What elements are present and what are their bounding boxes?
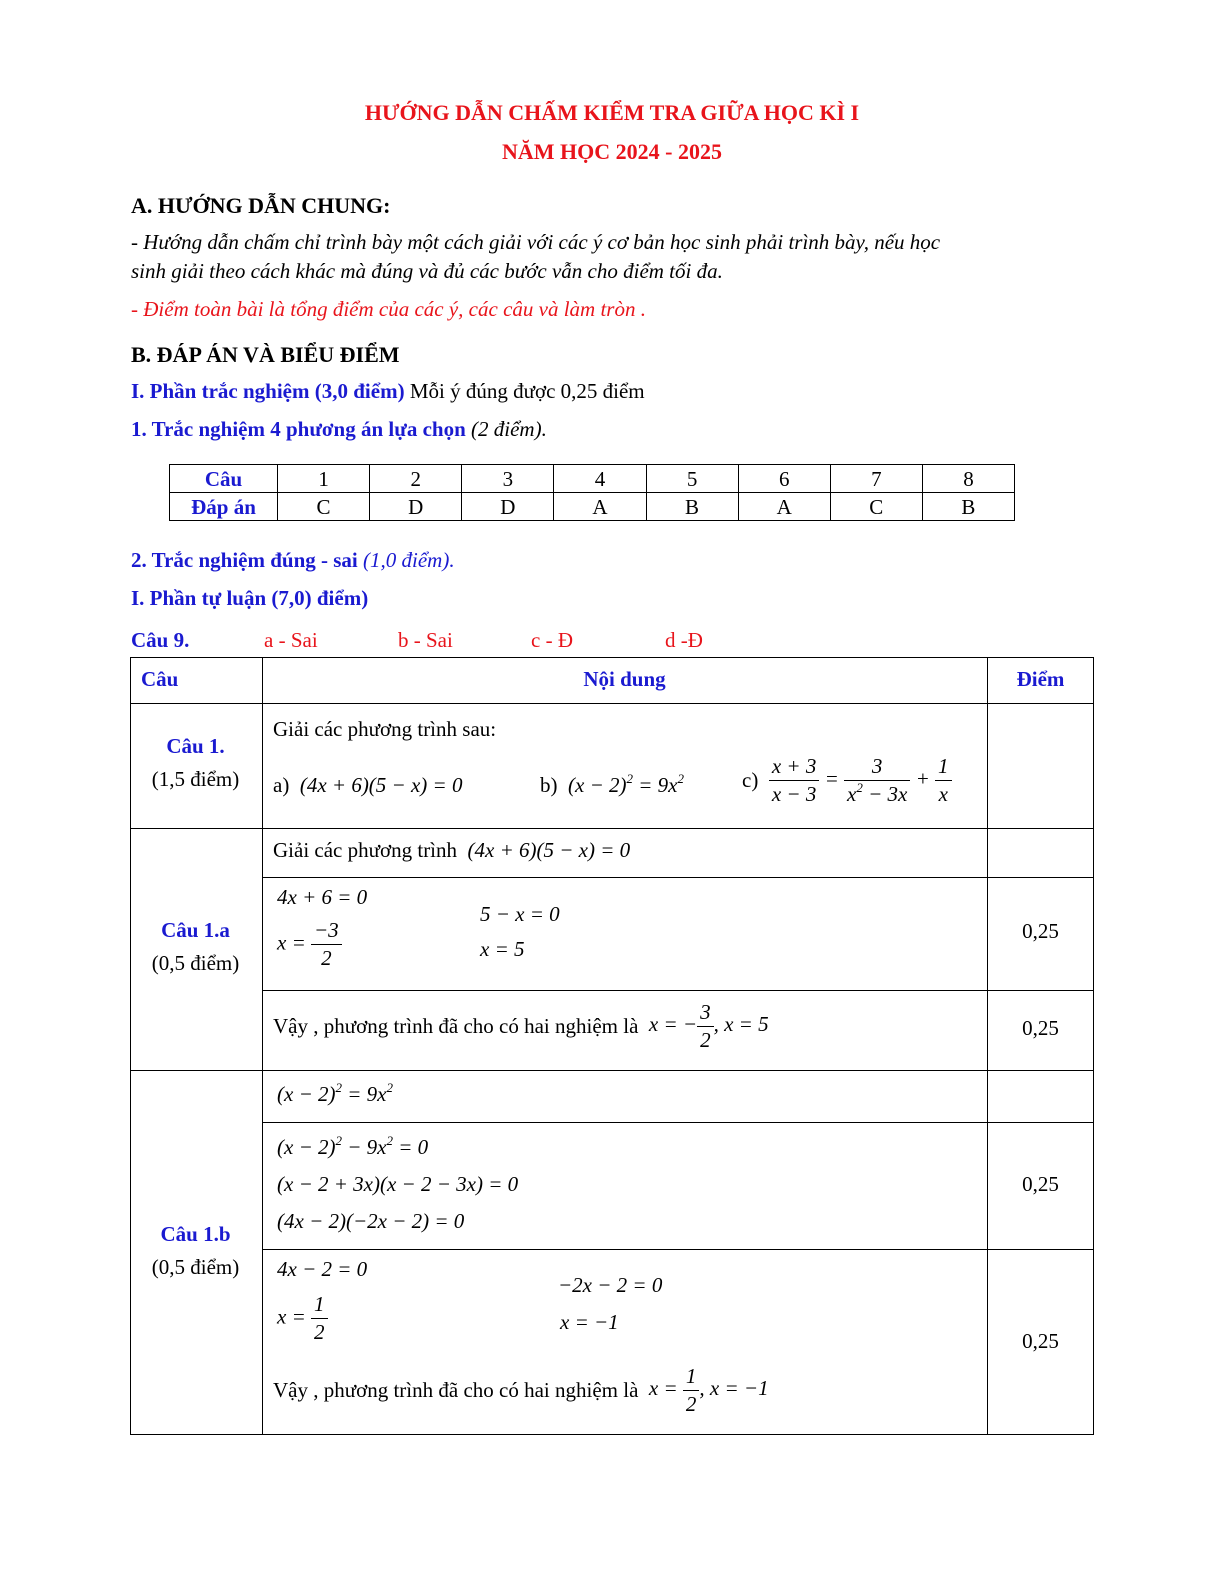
question-number: 4 (554, 465, 646, 493)
col-header-cau: Câu (141, 667, 179, 691)
q1a-intro-equation: (4x + 6)(5 − x) = 0 (462, 838, 631, 862)
tf-points: (1,0 điểm). (357, 548, 455, 572)
q1b-step-1: $(x - 2)^2 - 9x^2 = 0$ (277, 1133, 429, 1159)
answer-value: B (646, 493, 738, 521)
row-divider (262, 877, 1093, 878)
col-header-diem: Điểm (1016, 667, 1065, 691)
q1a-step-2: 5 − x = 0 (480, 902, 560, 926)
q9-label: Câu 9. (131, 628, 190, 652)
q1b-step-2: (x − 2 + 3x)(x − 2 − 3x) = 0 (277, 1172, 519, 1196)
question-number: 3 (462, 465, 554, 493)
q1-a-prefix: a) (273, 773, 290, 797)
answer-table-row-questions (170, 465, 1015, 493)
q1a-step-1-solution: x = $\frac{-3}{2}$ (277, 920, 342, 969)
q1b-conclusion: Vậy , phương trình đã cho có hai nghiệm là (273, 1378, 639, 1402)
question-number: 2 (370, 465, 462, 493)
answer-value: D (370, 493, 462, 521)
question-number: 6 (738, 465, 830, 493)
q1-label: Câu 1. (166, 734, 225, 758)
q1a-conclusion-equation: x = − $\frac{3}{2}$ , x = 5 (643, 1000, 769, 1052)
row-divider (262, 990, 1093, 991)
q1-c-equation: $\frac{x + 3}{x - 3}$ = $\frac{3}{x^2 - 3x}$ + $\frac{1}{x}$ (764, 756, 952, 805)
row-divider (262, 1249, 1093, 1250)
q1-points: (1,5 điểm) (151, 767, 240, 791)
q1a-score-1: 0,25 (1022, 919, 1059, 943)
mc-line (131, 417, 547, 442)
q1a-intro: Giải các phương trình (273, 838, 458, 862)
answer-value: D (462, 493, 554, 521)
q1a-step-2-solution: x = 5 (480, 937, 525, 961)
question-number: 5 (646, 465, 738, 493)
q1-intro: Giải các phương trình sau: (273, 717, 497, 741)
q1a-points: (0,5 điểm) (151, 951, 240, 975)
q1-part-c (742, 756, 952, 805)
q1-c-prefix: c) (742, 768, 759, 792)
row-divider (131, 703, 1093, 704)
question-number: 1 (278, 465, 370, 493)
section-a-line1: - Hướng dẫn chấm chỉ trình bày một cách giải với các ý cơ bản học sinh phải trình bày, nếu học (131, 230, 941, 254)
q1b-score-2: 0,25 (1022, 1329, 1059, 1353)
part1-line (131, 379, 645, 404)
row-divider (131, 828, 1093, 829)
answer-value: A (738, 493, 830, 521)
q1b-step-5: −2x − 2 = 0 (558, 1273, 663, 1297)
q1a-label: Câu 1.a (161, 918, 230, 942)
q9-answer-c: c - Đ (531, 628, 573, 652)
q1-a-equation: (4x + 6)(5 − x) = 0 (294, 773, 463, 797)
col-divider (262, 658, 263, 1434)
answer-value: A (554, 493, 646, 521)
answer-table-header-cau: Câu (170, 465, 278, 493)
question-number: 7 (830, 465, 922, 493)
col-header-noidung: Nội dung (583, 667, 666, 691)
q1b-label: Câu 1.b (160, 1222, 231, 1246)
part2-label: I. Phần tự luận (7,0) điểm) (131, 586, 369, 610)
q1a-step-1: 4x + 6 = 0 (277, 885, 368, 909)
mc-label: 1. Trắc nghiệm 4 phương án lựa chọn (131, 417, 466, 441)
part1-label: I. Phần trắc nghiệm (3,0 điểm) (131, 379, 405, 403)
q1a-score-2: 0,25 (1022, 1016, 1059, 1040)
q1-b-prefix: b) (540, 773, 558, 797)
q1b-points: (0,5 điểm) (151, 1255, 240, 1279)
doc-title: HƯỚNG DẪN CHẤM KIỂM TRA GIỮA HỌC KÌ I (364, 100, 860, 125)
q1b-conclusion-line (273, 1366, 769, 1415)
col-divider (987, 658, 988, 1434)
section-a-heading: A. HƯỚNG DẪN CHUNG: (131, 193, 391, 218)
question-number: 8 (922, 465, 1014, 493)
q1b-conclusion-equation: x = $\frac{1}{2}$ , x = −1 (643, 1364, 769, 1416)
answer-table (169, 464, 1015, 521)
q1b-step-4-solution: x = $\frac{1}{2}$ (277, 1294, 328, 1343)
section-a-line3: - Điểm toàn bài là tổng điểm của các ý, các câu và làm tròn . (131, 297, 646, 321)
answer-value: C (830, 493, 922, 521)
q1-part-a (273, 773, 462, 798)
section-b-heading: B. ĐÁP ÁN VÀ BIỂU ĐIỂM (131, 342, 400, 367)
answer-value: B (922, 493, 1014, 521)
q1b-step-5-solution: x = −1 (560, 1310, 619, 1334)
row-divider (262, 1122, 1093, 1123)
q9-answer-b: b - Sai (398, 628, 453, 652)
q9-answer-d: d -Đ (665, 628, 703, 652)
q1b-label-cell (130, 1222, 261, 1280)
q1-part-b (540, 773, 684, 798)
q9-answer-a: a - Sai (264, 628, 318, 652)
section-a-line2: sinh giải theo cách khác mà đúng và đủ các bước vẫn cho điểm tối đa. (131, 259, 723, 283)
q1-b-equation: $(x - 2)^2 = 9x^2$ (562, 771, 684, 797)
q1b-step-3: (4x − 2)(−2x − 2) = 0 (277, 1209, 465, 1233)
q1a-conclusion: Vậy , phương trình đã cho có hai nghiệm là (273, 1014, 639, 1038)
answer-value: C (278, 493, 370, 521)
answer-table-row-answers (170, 493, 1015, 521)
tf-line (131, 548, 455, 573)
part1-note: Mỗi ý đúng được 0,25 điểm (404, 379, 645, 403)
q1a-label-cell (130, 918, 261, 976)
mc-points: (2 điểm). (465, 417, 547, 441)
doc-subtitle: NĂM HỌC 2024 - 2025 (502, 139, 722, 164)
row-divider (131, 1070, 1093, 1071)
answer-table-header-dapan: Đáp án (170, 493, 278, 521)
tf-label: 2. Trắc nghiệm đúng - sai (131, 548, 358, 572)
q1b-equation: $(x - 2)^2 = 9x^2$ (277, 1080, 393, 1106)
q1b-score-1: 0,25 (1022, 1172, 1059, 1196)
q1a-conclusion-line (273, 1002, 769, 1051)
q1-label-cell (130, 734, 261, 792)
q1b-step-4: 4x − 2 = 0 (277, 1257, 368, 1281)
q1a-intro-line (273, 838, 630, 863)
